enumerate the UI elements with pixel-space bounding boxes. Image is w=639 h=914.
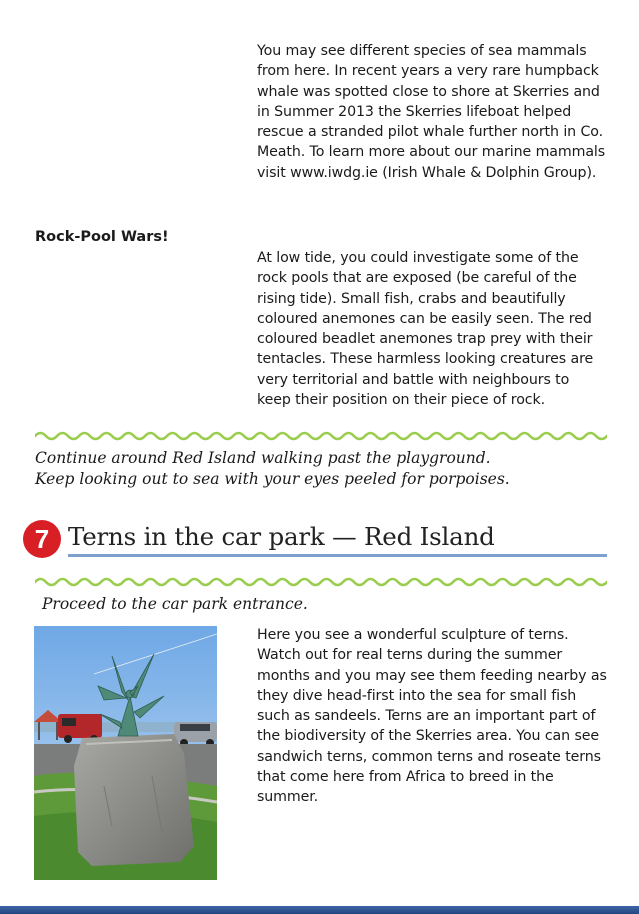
wave-divider <box>35 575 607 589</box>
wave-divider <box>35 429 607 443</box>
title-underline <box>68 554 607 557</box>
direction-line-2: Keep looking out to sea with your eyes peeled for porpoises. <box>35 470 510 488</box>
footer-bar <box>0 906 639 914</box>
mammals-paragraph: You may see different species of sea mammals from here. In recent years a very rare humpback whale was spotted close to shore at Skerries and in Summer 2013 the Skerries lifeboat helped rescue a stranded pilot whale further north in Co. Meath. To learn more about our marine mammals visit www.iwdg.ie (Irish Whale & Dolphin Group). <box>257 43 606 181</box>
car-park-direction: Proceed to the car park entrance. <box>42 595 308 613</box>
tern-sculpture-photo <box>34 626 217 880</box>
rock-pool-paragraph: At low tide, you could investigate some of the rock pools that are exposed (be careful of the rising tide). Small fish, crabs and beautifully coloured anemones can be easily seen. The red coloured beadlet anemones trap prey with their tentacles. These harmless looking creatures are very territorial and battle with neighbours to keep their position on their piece of rock. <box>257 250 594 409</box>
terns-paragraph: Here you see a wonderful sculpture of terns. Watch out for real terns during the summer months and you may see them feeding nearby as they dive head-first into the sea for small fish such as sandeels. Terns are an important part of the biodiversity of the Skerries area. You can see sandwich terns, common terns and roseate terns that come here from Africa to breed in the summer. <box>257 627 607 806</box>
rock-pool-heading: Rock-Pool Wars! <box>35 229 169 245</box>
section-title: Terns in the car park — Red Island <box>68 522 495 551</box>
stop-number-badge: 7 <box>23 520 61 558</box>
direction-line-1: Continue around Red Island walking past the playground. <box>35 449 491 467</box>
direction-text <box>35 448 510 490</box>
